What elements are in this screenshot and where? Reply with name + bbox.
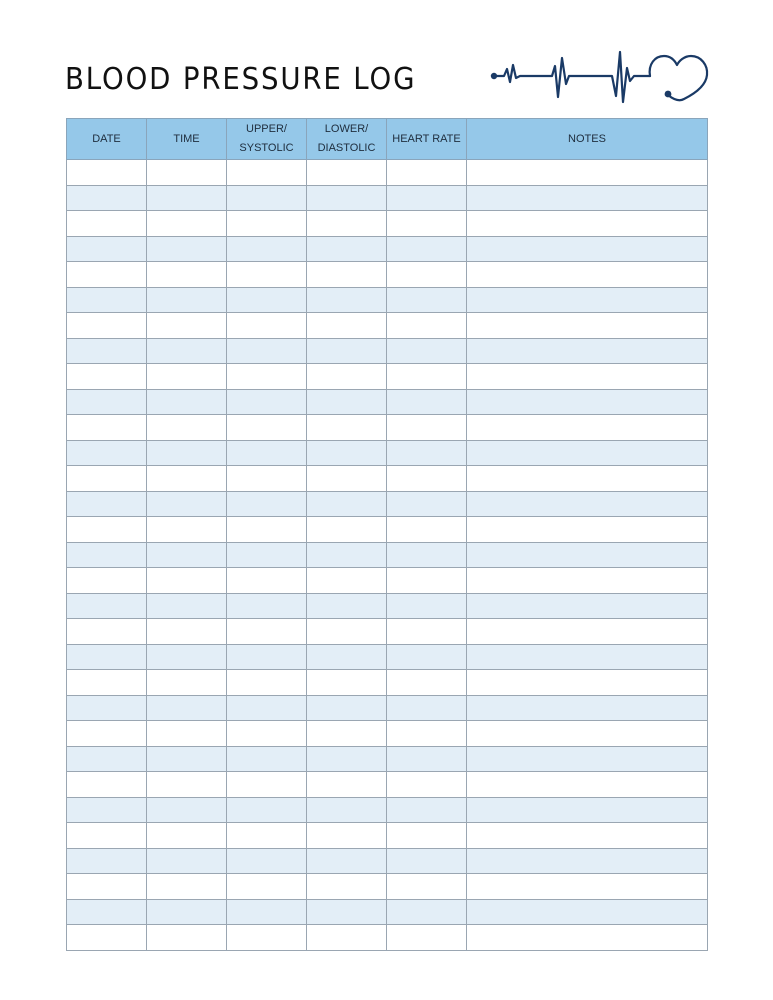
cell-heart-rate[interactable] — [387, 160, 467, 186]
cell-heart-rate[interactable] — [387, 644, 467, 670]
cell-upper-systolic[interactable] — [227, 389, 307, 415]
table-row — [67, 389, 708, 415]
cell-date[interactable] — [67, 542, 147, 568]
cell-lower-diastolic[interactable] — [307, 517, 387, 543]
cell-time[interactable] — [147, 925, 227, 951]
cell-notes[interactable] — [467, 313, 708, 339]
cell-heart-rate[interactable] — [387, 389, 467, 415]
cell-notes[interactable] — [467, 695, 708, 721]
cell-upper-systolic[interactable] — [227, 211, 307, 237]
cell-lower-diastolic[interactable] — [307, 721, 387, 747]
cell-time[interactable] — [147, 466, 227, 492]
cell-upper-systolic[interactable] — [227, 313, 307, 339]
cell-upper-systolic[interactable] — [227, 746, 307, 772]
cell-upper-systolic[interactable] — [227, 568, 307, 594]
cell-time[interactable] — [147, 823, 227, 849]
cell-upper-systolic[interactable] — [227, 925, 307, 951]
cell-lower-diastolic[interactable] — [307, 466, 387, 492]
cell-lower-diastolic[interactable] — [307, 797, 387, 823]
cell-date[interactable] — [67, 772, 147, 798]
page-title: BLOOD PRESSURE LOG — [65, 62, 417, 97]
table-row — [67, 542, 708, 568]
cell-heart-rate[interactable] — [387, 695, 467, 721]
table-row — [67, 568, 708, 594]
cell-lower-diastolic[interactable] — [307, 619, 387, 645]
cell-time[interactable] — [147, 440, 227, 466]
table-row — [67, 262, 708, 288]
cell-notes[interactable] — [467, 287, 708, 313]
cell-lower-diastolic[interactable] — [307, 415, 387, 441]
cell-lower-diastolic[interactable] — [307, 440, 387, 466]
cell-date[interactable] — [67, 874, 147, 900]
cell-heart-rate[interactable] — [387, 721, 467, 747]
cell-upper-systolic[interactable] — [227, 670, 307, 696]
cell-lower-diastolic[interactable] — [307, 338, 387, 364]
cell-upper-systolic[interactable] — [227, 874, 307, 900]
cell-date[interactable] — [67, 899, 147, 925]
cell-date[interactable] — [67, 466, 147, 492]
cell-time[interactable] — [147, 415, 227, 441]
cell-time[interactable] — [147, 899, 227, 925]
cell-lower-diastolic[interactable] — [307, 236, 387, 262]
table-row — [67, 593, 708, 619]
cell-upper-systolic[interactable] — [227, 772, 307, 798]
cell-heart-rate[interactable] — [387, 746, 467, 772]
cell-date[interactable] — [67, 517, 147, 543]
cell-notes[interactable] — [467, 338, 708, 364]
cell-time[interactable] — [147, 644, 227, 670]
cell-heart-rate[interactable] — [387, 542, 467, 568]
table-row — [67, 338, 708, 364]
cell-upper-systolic[interactable] — [227, 364, 307, 390]
cell-time[interactable] — [147, 568, 227, 594]
cell-time[interactable] — [147, 313, 227, 339]
cell-notes[interactable] — [467, 389, 708, 415]
cell-date[interactable] — [67, 185, 147, 211]
cell-heart-rate[interactable] — [387, 772, 467, 798]
cell-lower-diastolic[interactable] — [307, 874, 387, 900]
cell-upper-systolic[interactable] — [227, 797, 307, 823]
cell-notes[interactable] — [467, 466, 708, 492]
cell-lower-diastolic[interactable] — [307, 644, 387, 670]
cell-upper-systolic[interactable] — [227, 593, 307, 619]
cell-lower-diastolic[interactable] — [307, 287, 387, 313]
cell-time[interactable] — [147, 491, 227, 517]
cell-notes[interactable] — [467, 797, 708, 823]
cell-date[interactable] — [67, 236, 147, 262]
cell-heart-rate[interactable] — [387, 848, 467, 874]
column-header-time: TIME — [147, 119, 227, 160]
cell-notes[interactable] — [467, 721, 708, 747]
cell-heart-rate[interactable] — [387, 338, 467, 364]
table-row — [67, 517, 708, 543]
cell-lower-diastolic[interactable] — [307, 746, 387, 772]
cell-date[interactable] — [67, 670, 147, 696]
cell-upper-systolic[interactable] — [227, 644, 307, 670]
cell-date[interactable] — [67, 925, 147, 951]
cell-notes[interactable] — [467, 925, 708, 951]
cell-time[interactable] — [147, 772, 227, 798]
cell-upper-systolic[interactable] — [227, 542, 307, 568]
cell-lower-diastolic[interactable] — [307, 185, 387, 211]
cell-lower-diastolic[interactable] — [307, 160, 387, 186]
cell-upper-systolic[interactable] — [227, 262, 307, 288]
cell-heart-rate[interactable] — [387, 517, 467, 543]
cell-date[interactable] — [67, 848, 147, 874]
cell-time[interactable] — [147, 338, 227, 364]
cell-date[interactable] — [67, 746, 147, 772]
cell-time[interactable] — [147, 695, 227, 721]
cell-upper-systolic[interactable] — [227, 823, 307, 849]
cell-time[interactable] — [147, 874, 227, 900]
cell-upper-systolic[interactable] — [227, 899, 307, 925]
cell-heart-rate[interactable] — [387, 925, 467, 951]
cell-notes[interactable] — [467, 415, 708, 441]
table-row — [67, 670, 708, 696]
cell-notes[interactable] — [467, 899, 708, 925]
cell-time[interactable] — [147, 848, 227, 874]
heartbeat-stethoscope-icon — [488, 44, 710, 110]
table-row — [67, 415, 708, 441]
cell-date[interactable] — [67, 364, 147, 390]
cell-lower-diastolic[interactable] — [307, 568, 387, 594]
cell-date[interactable] — [67, 721, 147, 747]
cell-heart-rate[interactable] — [387, 287, 467, 313]
cell-heart-rate[interactable] — [387, 466, 467, 492]
column-header-notes: NOTES — [467, 119, 708, 160]
table-row — [67, 797, 708, 823]
cell-time[interactable] — [147, 236, 227, 262]
cell-heart-rate[interactable] — [387, 491, 467, 517]
cell-time[interactable] — [147, 211, 227, 237]
cell-time[interactable] — [147, 160, 227, 186]
cell-notes[interactable] — [467, 517, 708, 543]
cell-heart-rate[interactable] — [387, 874, 467, 900]
cell-lower-diastolic[interactable] — [307, 593, 387, 619]
cell-heart-rate[interactable] — [387, 313, 467, 339]
log-table-body — [67, 160, 708, 951]
cell-time[interactable] — [147, 262, 227, 288]
table-row — [67, 823, 708, 849]
table-row — [67, 211, 708, 237]
cell-notes[interactable] — [467, 211, 708, 237]
cell-upper-systolic[interactable] — [227, 160, 307, 186]
table-row — [67, 746, 708, 772]
cell-heart-rate[interactable] — [387, 797, 467, 823]
cell-lower-diastolic[interactable] — [307, 925, 387, 951]
cell-lower-diastolic[interactable] — [307, 211, 387, 237]
cell-notes[interactable] — [467, 364, 708, 390]
cell-lower-diastolic[interactable] — [307, 491, 387, 517]
table-row — [67, 287, 708, 313]
cell-time[interactable] — [147, 364, 227, 390]
cell-lower-diastolic[interactable] — [307, 823, 387, 849]
cell-lower-diastolic[interactable] — [307, 313, 387, 339]
cell-upper-systolic[interactable] — [227, 415, 307, 441]
table-row — [67, 160, 708, 186]
cell-date[interactable] — [67, 211, 147, 237]
cell-heart-rate[interactable] — [387, 593, 467, 619]
cell-date[interactable] — [67, 262, 147, 288]
cell-date[interactable] — [67, 491, 147, 517]
cell-upper-systolic[interactable] — [227, 517, 307, 543]
cell-heart-rate[interactable] — [387, 568, 467, 594]
cell-time[interactable] — [147, 287, 227, 313]
table-row — [67, 772, 708, 798]
cell-date[interactable] — [67, 287, 147, 313]
cell-notes[interactable] — [467, 262, 708, 288]
cell-lower-diastolic[interactable] — [307, 899, 387, 925]
cell-time[interactable] — [147, 721, 227, 747]
cell-date[interactable] — [67, 338, 147, 364]
cell-date[interactable] — [67, 440, 147, 466]
table-row — [67, 899, 708, 925]
cell-heart-rate[interactable] — [387, 823, 467, 849]
table-row — [67, 619, 708, 645]
cell-lower-diastolic[interactable] — [307, 695, 387, 721]
table-row — [67, 874, 708, 900]
cell-time[interactable] — [147, 619, 227, 645]
cell-upper-systolic[interactable] — [227, 721, 307, 747]
blood-pressure-log-table — [66, 118, 708, 951]
cell-heart-rate[interactable] — [387, 670, 467, 696]
cell-upper-systolic[interactable] — [227, 440, 307, 466]
cell-heart-rate[interactable] — [387, 364, 467, 390]
cell-notes[interactable] — [467, 644, 708, 670]
table-header-row — [67, 119, 708, 160]
table-row — [67, 364, 708, 390]
cell-upper-systolic[interactable] — [227, 185, 307, 211]
cell-notes[interactable] — [467, 160, 708, 186]
cell-time[interactable] — [147, 670, 227, 696]
cell-heart-rate[interactable] — [387, 899, 467, 925]
cell-upper-systolic[interactable] — [227, 695, 307, 721]
table-row — [67, 440, 708, 466]
cell-lower-diastolic[interactable] — [307, 364, 387, 390]
cell-date[interactable] — [67, 313, 147, 339]
cell-notes[interactable] — [467, 440, 708, 466]
cell-date[interactable] — [67, 568, 147, 594]
table-row — [67, 848, 708, 874]
cell-heart-rate[interactable] — [387, 211, 467, 237]
table-row — [67, 185, 708, 211]
cell-date[interactable] — [67, 415, 147, 441]
cell-upper-systolic[interactable] — [227, 287, 307, 313]
cell-notes[interactable] — [467, 236, 708, 262]
table-row — [67, 644, 708, 670]
cell-notes[interactable] — [467, 619, 708, 645]
cell-upper-systolic[interactable] — [227, 491, 307, 517]
cell-heart-rate[interactable] — [387, 619, 467, 645]
column-header-heart-rate: HEART RATE — [387, 119, 467, 160]
cell-time[interactable] — [147, 517, 227, 543]
cell-date[interactable] — [67, 797, 147, 823]
table-row — [67, 236, 708, 262]
table-row — [67, 313, 708, 339]
cell-time[interactable] — [147, 542, 227, 568]
cell-date[interactable] — [67, 644, 147, 670]
cell-time[interactable] — [147, 185, 227, 211]
cell-lower-diastolic[interactable] — [307, 848, 387, 874]
cell-time[interactable] — [147, 593, 227, 619]
cell-time[interactable] — [147, 746, 227, 772]
cell-notes[interactable] — [467, 568, 708, 594]
cell-notes[interactable] — [467, 848, 708, 874]
cell-lower-diastolic[interactable] — [307, 542, 387, 568]
cell-heart-rate[interactable] — [387, 440, 467, 466]
cell-upper-systolic[interactable] — [227, 338, 307, 364]
cell-notes[interactable] — [467, 823, 708, 849]
cell-heart-rate[interactable] — [387, 415, 467, 441]
cell-upper-systolic[interactable] — [227, 466, 307, 492]
cell-upper-systolic[interactable] — [227, 619, 307, 645]
column-header-upper-systolic: UPPER/ SYSTOLIC — [227, 119, 307, 160]
cell-notes[interactable] — [467, 746, 708, 772]
cell-date[interactable] — [67, 695, 147, 721]
table-row — [67, 721, 708, 747]
cell-date[interactable] — [67, 593, 147, 619]
cell-heart-rate[interactable] — [387, 262, 467, 288]
cell-date[interactable] — [67, 389, 147, 415]
table-row — [67, 491, 708, 517]
cell-notes[interactable] — [467, 670, 708, 696]
cell-notes[interactable] — [467, 772, 708, 798]
cell-heart-rate[interactable] — [387, 185, 467, 211]
cell-lower-diastolic[interactable] — [307, 670, 387, 696]
cell-time[interactable] — [147, 389, 227, 415]
table-row — [67, 925, 708, 951]
cell-notes[interactable] — [467, 185, 708, 211]
cell-notes[interactable] — [467, 874, 708, 900]
cell-notes[interactable] — [467, 593, 708, 619]
cell-notes[interactable] — [467, 542, 708, 568]
cell-date[interactable] — [67, 160, 147, 186]
column-header-date: DATE — [67, 119, 147, 160]
cell-heart-rate[interactable] — [387, 236, 467, 262]
cell-upper-systolic[interactable] — [227, 236, 307, 262]
cell-date[interactable] — [67, 619, 147, 645]
cell-upper-systolic[interactable] — [227, 848, 307, 874]
cell-lower-diastolic[interactable] — [307, 262, 387, 288]
cell-lower-diastolic[interactable] — [307, 772, 387, 798]
cell-notes[interactable] — [467, 491, 708, 517]
table-row — [67, 695, 708, 721]
column-header-lower-diastolic: LOWER/ DIASTOLIC — [307, 119, 387, 160]
cell-lower-diastolic[interactable] — [307, 389, 387, 415]
cell-date[interactable] — [67, 823, 147, 849]
cell-time[interactable] — [147, 797, 227, 823]
table-row — [67, 466, 708, 492]
